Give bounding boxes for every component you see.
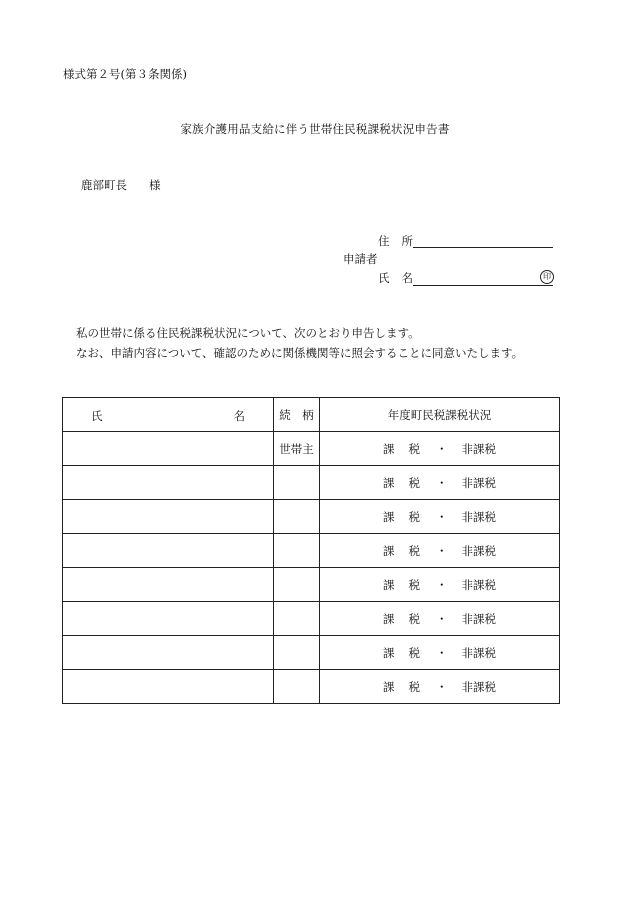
tax-status-cell[interactable] bbox=[320, 636, 560, 670]
address-label bbox=[378, 233, 413, 249]
statement-line-1: 私の世帯に係る住民税課税状況について、次のとおり申告します。 bbox=[76, 326, 420, 340]
relationship-cell[interactable] bbox=[274, 636, 320, 670]
non-taxed-option[interactable]: 非課税 bbox=[461, 475, 496, 490]
member-name-cell[interactable] bbox=[63, 636, 274, 670]
header-tax-status: 年度町民税課税状況 bbox=[320, 398, 560, 432]
member-name-cell[interactable] bbox=[63, 568, 274, 602]
member-name-cell[interactable] bbox=[63, 432, 274, 466]
document-title: 家族介護用品支給に伴う世帯住民税課税状況申告書 bbox=[180, 122, 450, 136]
relationship-cell[interactable] bbox=[274, 602, 320, 636]
header-relationship: 続 柄 bbox=[274, 398, 320, 432]
relationship-cell[interactable] bbox=[274, 670, 320, 704]
address-label-char-1: 住 bbox=[378, 234, 390, 248]
addressee-suffix: 様 bbox=[149, 178, 161, 192]
table-row bbox=[63, 636, 560, 670]
taxed-option[interactable]: 課税 bbox=[383, 577, 434, 592]
member-name-cell[interactable] bbox=[63, 602, 274, 636]
addressee bbox=[81, 177, 161, 193]
table-row bbox=[63, 466, 560, 500]
table-row bbox=[63, 534, 560, 568]
separator-dot: ・ bbox=[436, 645, 448, 660]
table-header-row bbox=[63, 398, 560, 432]
member-name-cell[interactable] bbox=[63, 670, 274, 704]
non-taxed-option[interactable]: 非課税 bbox=[461, 543, 496, 558]
tax-status-table bbox=[62, 397, 560, 704]
taxed-option[interactable]: 課税 bbox=[383, 509, 434, 524]
table-row bbox=[63, 602, 560, 636]
separator-dot: ・ bbox=[436, 543, 448, 558]
address-label-char-2: 所 bbox=[401, 234, 413, 248]
relationship-cell[interactable] bbox=[274, 466, 320, 500]
tax-status-cell[interactable] bbox=[320, 466, 560, 500]
separator-dot: ・ bbox=[436, 509, 448, 524]
member-name-cell[interactable] bbox=[63, 500, 274, 534]
member-name-cell[interactable] bbox=[63, 534, 274, 568]
header-name-char-1: 氏 bbox=[91, 409, 103, 423]
non-taxed-option[interactable]: 非課税 bbox=[461, 645, 496, 660]
non-taxed-option[interactable]: 非課税 bbox=[461, 509, 496, 524]
header-name-char-2: 名 bbox=[233, 409, 245, 423]
tax-status-cell[interactable] bbox=[320, 602, 560, 636]
table-row bbox=[63, 432, 560, 466]
tax-status-cell[interactable] bbox=[320, 568, 560, 602]
separator-dot: ・ bbox=[436, 441, 448, 456]
addressee-name: 鹿部町長 bbox=[81, 178, 127, 192]
separator-dot: ・ bbox=[436, 611, 448, 626]
form-number: 様式第２号(第３条関係) bbox=[63, 67, 187, 81]
non-taxed-option[interactable]: 非課税 bbox=[461, 611, 496, 626]
tax-status-cell[interactable] bbox=[320, 670, 560, 704]
header-name bbox=[63, 398, 274, 432]
member-name-cell[interactable] bbox=[63, 466, 274, 500]
separator-dot: ・ bbox=[436, 475, 448, 490]
seal-mark: 印 bbox=[540, 270, 554, 284]
applicant-label: 申請者 bbox=[343, 252, 378, 266]
relationship-cell[interactable]: 世帯主 bbox=[274, 432, 320, 466]
non-taxed-option[interactable]: 非課税 bbox=[461, 441, 496, 456]
non-taxed-option[interactable]: 非課税 bbox=[461, 679, 496, 694]
name-label-char-2: 名 bbox=[401, 271, 413, 285]
tax-status-cell[interactable] bbox=[320, 500, 560, 534]
taxed-option[interactable]: 課税 bbox=[383, 441, 434, 456]
separator-dot: ・ bbox=[436, 577, 448, 592]
table-row bbox=[63, 670, 560, 704]
relationship-cell[interactable] bbox=[274, 568, 320, 602]
tax-status-cell[interactable] bbox=[320, 432, 560, 466]
taxed-option[interactable]: 課税 bbox=[383, 475, 434, 490]
separator-dot: ・ bbox=[436, 679, 448, 694]
taxed-option[interactable]: 課税 bbox=[383, 543, 434, 558]
name-field[interactable] bbox=[413, 285, 553, 286]
tax-status-cell[interactable] bbox=[320, 534, 560, 568]
name-label-char-1: 氏 bbox=[378, 271, 390, 285]
relationship-cell[interactable] bbox=[274, 534, 320, 568]
taxed-option[interactable]: 課税 bbox=[383, 645, 434, 660]
non-taxed-option[interactable]: 非課税 bbox=[461, 577, 496, 592]
address-field[interactable] bbox=[413, 247, 553, 248]
relationship-cell[interactable] bbox=[274, 500, 320, 534]
statement-line-2: なお、申請内容について、確認のために関係機関等に照会することに同意いたします。 bbox=[76, 346, 524, 360]
taxed-option[interactable]: 課税 bbox=[383, 679, 434, 694]
table-row bbox=[63, 500, 560, 534]
table-row bbox=[63, 568, 560, 602]
taxed-option[interactable]: 課税 bbox=[383, 611, 434, 626]
name-label bbox=[378, 270, 413, 286]
